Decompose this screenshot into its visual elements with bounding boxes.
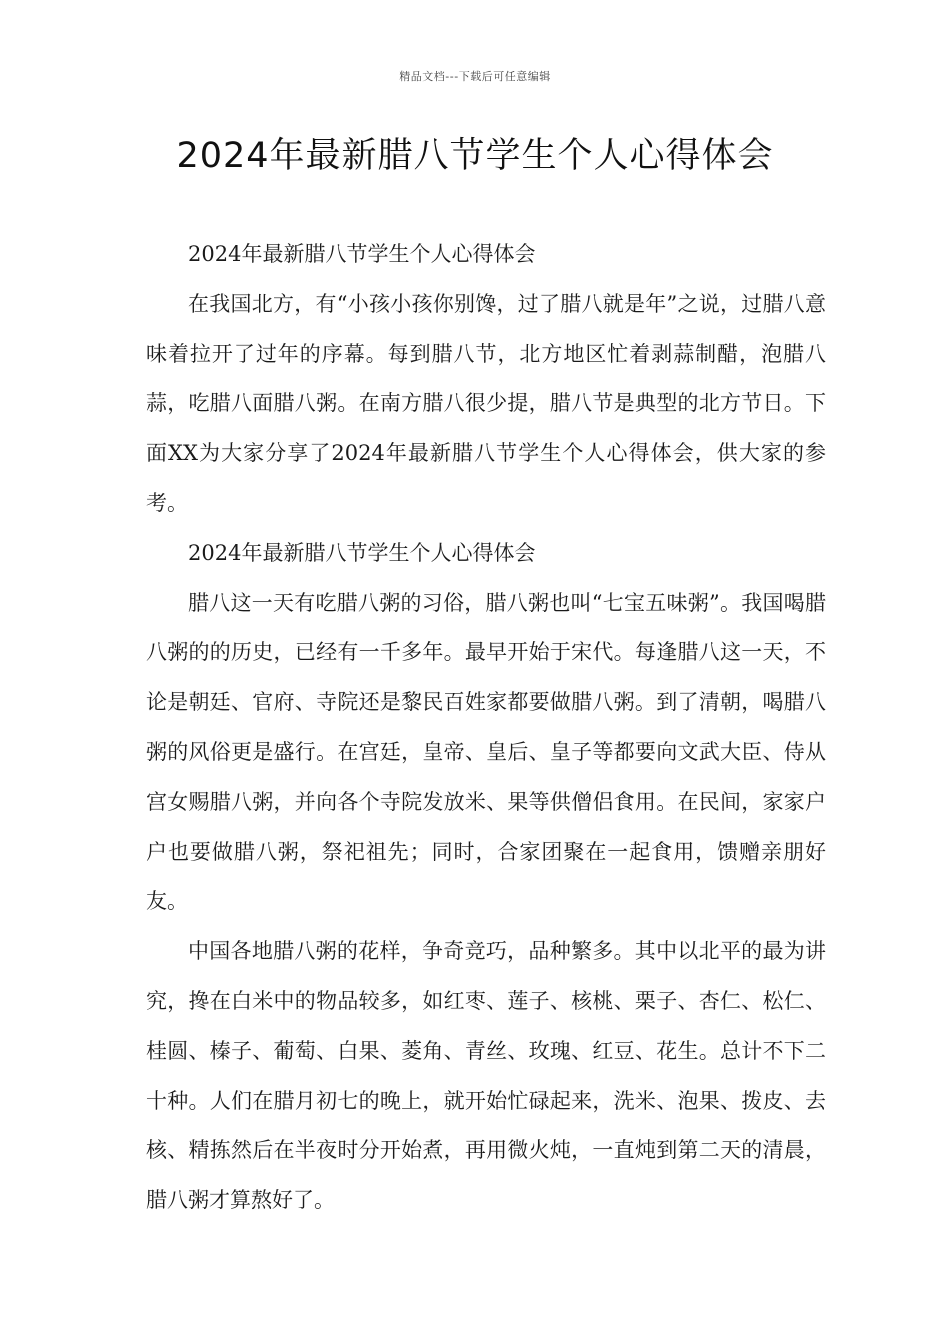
paragraph-history: 腊八这一天有吃腊八粥的习俗，腊八粥也叫“七宝五味粥”。我国喝腊八粥的的历史，已经有一千多年。最早开始于宋代。每逢腊八这一天，不论是朝廷、官府、寺院还是黎民百姓家都要做腊八粥。到了清朝，喝腊八粥的风俗更是盛行。在宫廷，皇帝、皇后、皇子等都要向文武大臣、侍从宫女赐腊八粥，并向各个寺院发放米、果等供僧侣食用。在民间，家家户户也要做腊八粥，祭祀祖先；同时，合家团聚在一起食用，馈赠亲朋好友。 — [146, 590, 826, 914]
paragraph-ingredients: 中国各地腊八粥的花样，争奇竞巧，品种繁多。其中以北平的最为讲究，搀在白米中的物品较多，如红枣、莲子、核桃、栗子、杏仁、松仁、桂圆、榛子、葡萄、白果、菱角、青丝、玫瑰、红豆、花生。总计不下二十种。人们在腊月初七的晚上，就开始忙碌起来，洗米、泡果、拨皮、去核、精拣然后在半夜时分开始煮，再用微火炖，一直炖到第二天的清晨，腊八粥才算熬好了。 — [146, 939, 826, 1213]
paragraph-subtitle-1: 2024年最新腊八节学生个人心得体会 — [188, 242, 536, 266]
document-title: 2024年最新腊八节学生个人心得体会 — [176, 136, 774, 176]
paragraph-subtitle-2: 2024年最新腊八节学生个人心得体会 — [188, 540, 536, 565]
paragraph-intro: 在我国北方，有“小孩小孩你别馋，过了腊八就是年”之说，过腊八意味着拉开了过年的序幕。每到腊八节，北方地区忙着剥蒜制醋，泡腊八蒜，吃腊八面腊八粥。在南方腊八很少提，腊八节是典型的北方节日。下面XX为大家分享了2024年最新腊八节学生个人心得体会，供大家的参考。 — [146, 291, 826, 515]
header-note: 精品文档---下载后可任意编辑 — [399, 70, 551, 83]
document-body — [146, 230, 826, 1226]
